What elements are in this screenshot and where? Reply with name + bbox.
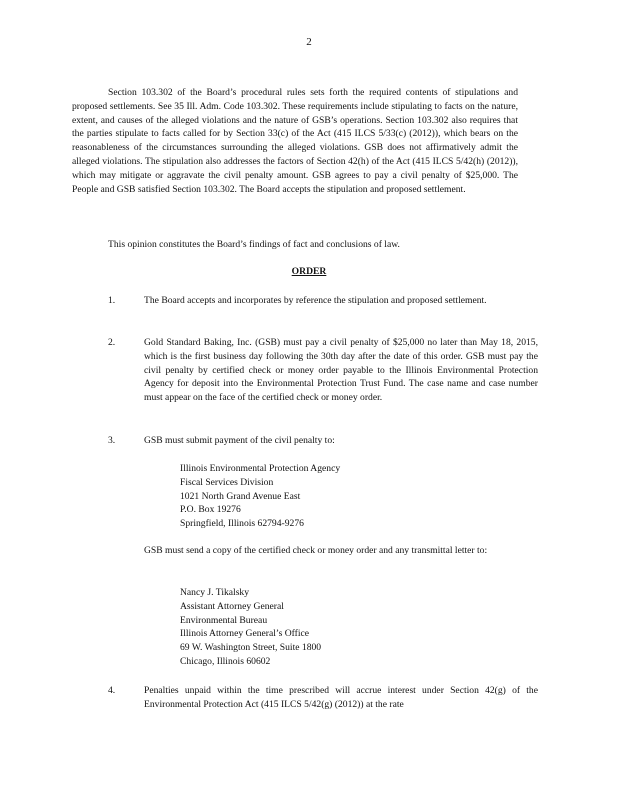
page-number: 2 <box>306 36 312 48</box>
address-line: Illinois Environmental Protection Agency <box>180 463 341 474</box>
item-text: The Board accepts and incorporates by reference the stipulation and proposed settlement. <box>144 295 487 306</box>
paragraph-findings: This opinion constitutes the Board’s findings of fact and conclusions of law. <box>108 239 400 250</box>
address-line: Chicago, Illinois 60602 <box>180 655 271 667</box>
item-number: 3. <box>108 435 116 446</box>
address-line: Springfield, Illinois 62794-9276 <box>180 518 304 530</box>
address-line: Illinois Attorney General’s Office <box>180 628 310 640</box>
item-text: GSB must submit payment of the civil penalty to: <box>144 435 335 446</box>
item-text: Penalties unpaid within the time prescribed will accrue interest under Section 42(g) of the Environmental Protection Act (415 ILCS 5/42(g) (2012)) at the rate <box>144 685 538 710</box>
payment-address <box>180 462 340 531</box>
copy-instruction: GSB must send a copy of the certified check or money order and any transmittal letter to: <box>144 545 488 556</box>
order-item-2 <box>108 336 538 405</box>
item-text: Gold Standard Baking, Inc. (GSB) must pay a civil penalty of $25,000 no later than May 18, 2015, which is the first business day following the 30th day after the date of this order. GSB must pay the civil penalty by certified check or money order payable to the Illinois Environmental Protection Agency for deposit into the Environmental Protection Trust Fund. The case name and case number must appear on the face of the certified check or money order. <box>144 337 538 404</box>
item-number: 4. <box>108 685 116 696</box>
address-line: Fiscal Services Division <box>180 476 274 488</box>
address-line: Nancy J. Tikalsky <box>180 587 250 598</box>
item-number: 2. <box>108 337 116 348</box>
order-heading: ORDER <box>291 266 327 277</box>
order-item-1 <box>108 294 538 308</box>
address-line: 69 W. Washington Street, Suite 1800 <box>180 642 322 654</box>
address-line: 1021 North Grand Avenue East <box>180 490 301 502</box>
address-line: P.O. Box 19276 <box>180 504 241 516</box>
address-line: Environmental Bureau <box>180 614 268 626</box>
order-item-3 <box>108 434 538 448</box>
address-line: Assistant Attorney General <box>180 600 284 612</box>
paragraph-stipulation: Section 103.302 of the Board’s procedural rules sets forth the required contents of stipulations and proposed settlements. See 35 Ill. Adm. Code 103.302. These requirements include stipulating to facts on the nature, extent, and causes of the alleged violations and the nature of GSB’s operations. Section 103.302 also requires that the parties stipulate to facts called for by Section 33(c) of the Act (415 ILCS 5/33(c) (2012)), which bears on the reasonableness of the circumstances surrounding the alleged violations. GSB does not affirmatively admit the alleged violations. The stipulation also addresses the factors of Section 42(h) of the Act (415 ILCS 5/42(h) (2012)), which may mitigate or aggravate the civil penalty amount. GSB agrees to pay a civil penalty of $25,000. The People and GSB satisfied Section 103.302. The Board accepts the stipulation and proposed settlement. <box>72 87 518 195</box>
attorney-address <box>180 586 321 669</box>
order-item-4 <box>108 684 538 712</box>
item-number: 1. <box>108 295 116 306</box>
